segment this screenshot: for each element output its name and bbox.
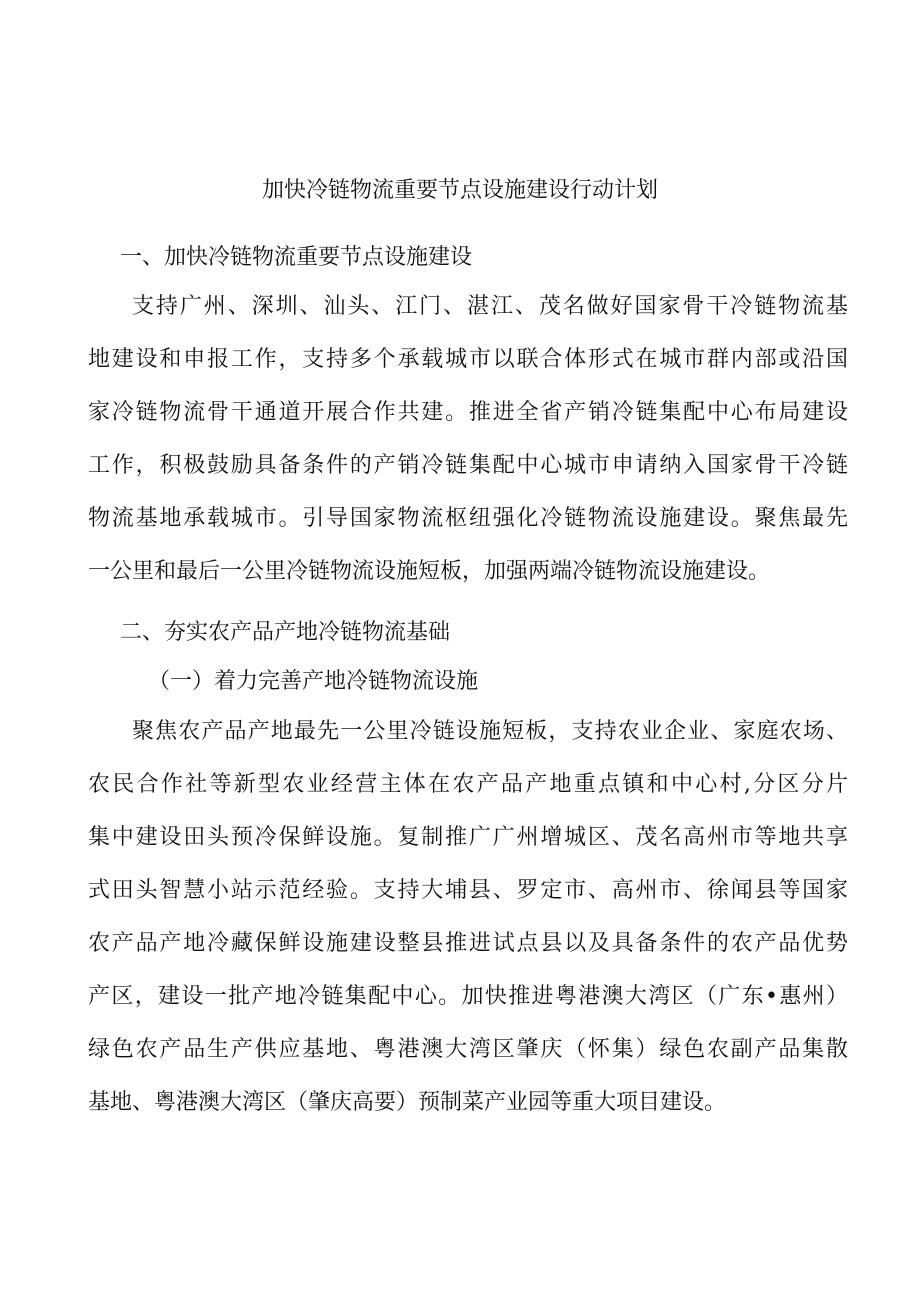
paragraph-line: 家冷链物流骨干通道开展合作共建。推进全省产销冷链集配中心布局建设 — [88, 400, 848, 425]
section-2-subheading: （一）着力完善产地冷链物流设施 — [148, 669, 479, 694]
paragraph-line: 物流基地承载城市。引导国家物流枢纽强化冷链物流设施建设。聚焦最先 — [88, 506, 848, 531]
section-1-paragraph — [88, 280, 848, 598]
paragraph-line: 农产品产地冷藏保鲜设施建设整县推进试点县以及具备条件的农产品优势 — [88, 931, 848, 956]
section-2-paragraph — [88, 705, 848, 1129]
paragraph-line: 一公里和最后一公里冷链物流设施短板，加强两端冷链物流设施建设。 — [88, 559, 771, 584]
paragraph-line: 支持广州、深圳、汕头、江门、湛江、茂名做好国家骨干冷链物流基 — [132, 294, 848, 319]
paragraph-line: 农民合作社等新型农业经营主体在农产品产地重点镇和中心村,分区分片 — [88, 772, 848, 797]
paragraph-line: 集中建设田头预冷保鲜设施。复制推广广州增城区、茂名高州市等地共享 — [88, 825, 848, 850]
paragraph-line: 聚焦农产品产地最先一公里冷链设施短板，支持农业企业、家庭农场、 — [132, 719, 848, 744]
section-1-heading: 一、加快冷链物流重要节点设施建设 — [120, 245, 473, 270]
paragraph-line: 工作，积极鼓励具备条件的产销冷链集配中心城市申请纳入国家骨干冷链 — [88, 453, 848, 478]
paragraph-line: 式田头智慧小站示范经验。支持大埔县、罗定市、高州市、徐闻县等国家 — [88, 878, 848, 903]
paragraph-line: 地建设和申报工作，支持多个承载城市以联合体形式在城市群内部或沿国 — [88, 347, 848, 372]
document-title: 加快冷链物流重要节点设施建设行动计划 — [261, 178, 658, 203]
paragraph-line: 基地、粤港澳大湾区（肇庆高要）预制菜产业园等重大项目建设。 — [88, 1090, 727, 1115]
section-2-heading: 二、夯实农产品产地冷链物流基础 — [120, 620, 451, 645]
paragraph-line: 绿色农产品生产供应基地、粤港澳大湾区肇庆（怀集）绿色农副产品集散 — [88, 1037, 848, 1062]
paragraph-line: 产区，建设一批产地冷链集配中心。加快推进粤港澳大湾区（广东•惠州） — [88, 984, 848, 1009]
